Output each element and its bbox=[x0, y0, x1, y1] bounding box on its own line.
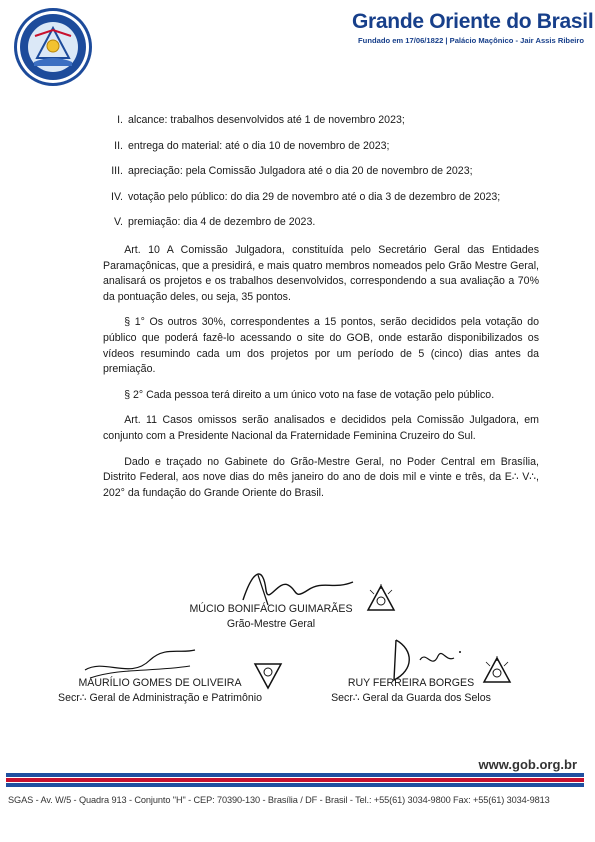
footer-address: SGAS - Av. W/5 - Quadra 913 - Conjunto "H" - CEP: 70390-130 - Brasília / DF - Brasil - Tel.: +55(61) 3034-9800 Fax: +55(61) 3034-9813 bbox=[8, 795, 550, 805]
signer-name: MAURÍLIO GOMES DE OLIVEIRA bbox=[78, 677, 242, 689]
page-header bbox=[0, 0, 595, 88]
list-item bbox=[103, 139, 539, 155]
item-text: apreciação: pela Comissão Julgadora até o dia 20 de novembro de 2023; bbox=[128, 165, 473, 178]
item-text: votação pelo público: do dia 29 de novembro até o dia 3 de dezembro de 2023; bbox=[128, 190, 501, 203]
item-number: I. bbox=[117, 114, 123, 126]
signer-name: MÚCIO BONIFÁCIO GUIMARÃES bbox=[189, 603, 353, 615]
brand-title: Grande Oriente do Brasil bbox=[352, 10, 594, 33]
list-item bbox=[103, 113, 539, 129]
item-number: III. bbox=[111, 165, 123, 178]
paragraph-text: § 1° Os outros 30%, correspondentes a 15 pontos, serão decididos pela votação do público que poderá fazê-lo acessando o site do GOB, onde estarão disponibilizados os vídeos resumindo cada um dos projetos por um período de 5 (cinco) dias antes da premiação. bbox=[103, 316, 539, 376]
list-item bbox=[103, 164, 539, 180]
signer-name: RUY FERREIRA BORGES bbox=[347, 677, 475, 689]
footer-stripes bbox=[6, 773, 584, 789]
item-number: II. bbox=[114, 139, 123, 152]
paragraph-article-11 bbox=[103, 413, 539, 444]
paragraph-section-1 bbox=[103, 315, 539, 377]
list-item bbox=[103, 190, 539, 206]
paragraph-text: Dado e traçado no Gabinete do Grão-Mestre Geral, no Poder Central em Brasília, Distrito Federal, aos nove dias do mês janeiro do ano de dois mil e vinte e três, da E∴ V∴, 202° da fundação do Grande Oriente do Brasil. bbox=[103, 455, 539, 499]
paragraph-section-2 bbox=[103, 388, 539, 404]
signer-role: Secr∴ Geral da Guarda dos Selos bbox=[331, 692, 491, 704]
signer-role: Secr∴ Geral de Administração e Patrimônio bbox=[58, 692, 262, 704]
gob-seal-logo bbox=[9, 6, 97, 88]
paragraph-text: Art. 10 A Comissão Julgadora, constituída pelo Secretário Geral das Entidades Paramaçônicas, que a presidirá, e mais quatro membros nomeados pelo Grão Mestre Geral, analisará os projetos e os trabalhos desenvolvidos, correspondendo a sua avaliação a 70% da pontuação deles, ou seja, 35 pontos. bbox=[103, 243, 539, 303]
item-number: V. bbox=[113, 216, 123, 229]
item-text: premiação: dia 4 de dezembro de 2023. bbox=[128, 216, 316, 229]
website-url: www.gob.org.br bbox=[478, 757, 577, 772]
signer-role: Grão-Mestre Geral bbox=[226, 618, 316, 630]
item-text: alcance: trabalhos desenvolvidos até 1 de novembro 2023; bbox=[128, 114, 405, 126]
grand-master-signature-block bbox=[171, 602, 371, 632]
paragraph-article-10 bbox=[103, 243, 539, 305]
item-number: IV. bbox=[111, 190, 123, 203]
paragraph-closing bbox=[103, 455, 539, 502]
paragraph-text: § 2° Cada pessoa terá direito a um único voto na fase de votação pelo público. bbox=[103, 388, 495, 401]
list-item bbox=[103, 215, 539, 231]
paragraph-text: Art. 11 Casos omissos serão analisados e decididos pela Comissão Julgadora, em conjunto com a Presidente Nacional da Fraternidade Feminina Cruzeiro do Sul. bbox=[103, 414, 539, 442]
document-body bbox=[103, 113, 539, 511]
admin-signature-block bbox=[42, 676, 278, 706]
brand-subtitle: Fundado em 17/06/1822 | Palácio Maçônico - Jair Assis Ribeiro bbox=[358, 36, 584, 45]
brand-block bbox=[352, 10, 594, 45]
item-text: entrega do material: até o dia 10 de novembro de 2023; bbox=[128, 139, 390, 152]
seals-signature-block bbox=[316, 676, 506, 706]
